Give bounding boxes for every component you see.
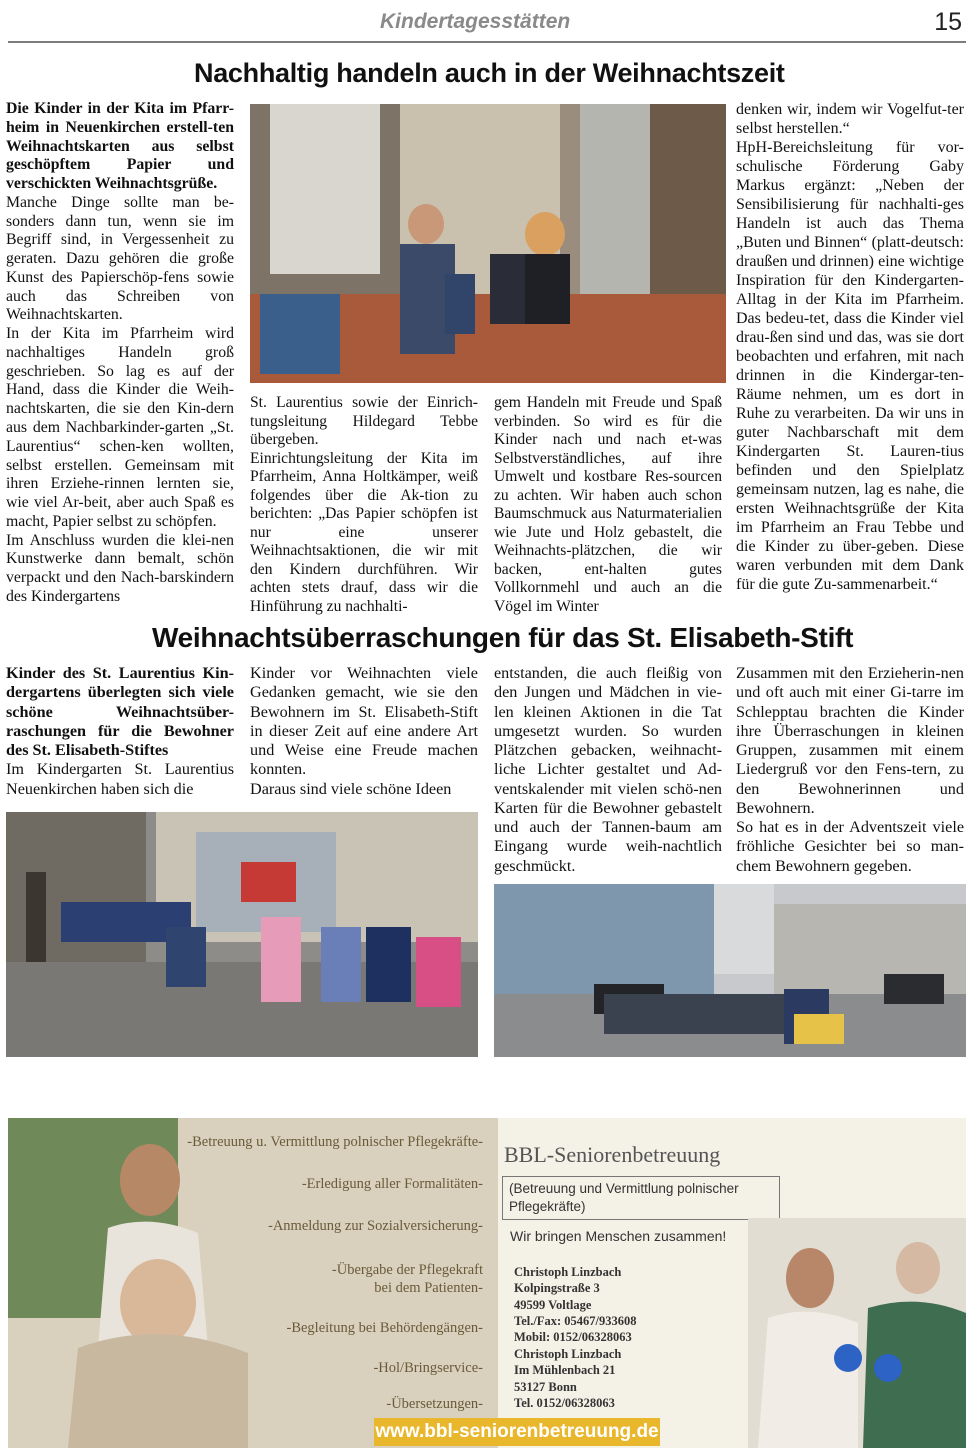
ad-contact-line: Tel. 0152/06328063 [514,1395,615,1410]
article2-paragraph: Zusammen mit den Erzieherin-nen und oft auch mit einer Gi-tarre im Schlepptau brachten die Kinder ihre Überraschungen in kleinen Gruppen, zusammen mit einem Liedergruß vor den Fens-tern, zu den Bewohnerinnen und Bewohnern. [736,664,964,817]
article1-headline: Nachhaltig handeln auch in der Weihnachtszeit [194,58,785,88]
header-divider [8,41,966,43]
article2-paragraph: entstanden, die auch fleißig von den Jungen und Mädchen in vie-len kleinen Aktionen in die Tat umgesetzt wurden. So wurden Plätzchen gebacken, weihnacht-liche Lichter gestaltet und Ad-ventskalender mit vielen schö-nen Karten für die Bewohner gebastelt und auch der Tannen-baum am Eingang wurde weih-nachtlich geschmückt. [494,664,722,875]
article2-column-4 [736,664,964,876]
article1-lead: Die Kinder in der Kita im Pfarr-heim in Neuenkirchen erstell-ten Weihnachtskarten aus selbst geschöpftem Papier und verschickten Weihnachtsgrüße. [6,100,234,193]
ad-contact-line: Kolpingstraße 3 [514,1281,600,1296]
photo-children-courtyard [494,884,966,1057]
photo-kita-entrance-illustration [250,104,726,383]
photo-children-line-illustration [6,812,478,1057]
ad-contact-voltlage [514,1264,636,1345]
article2-paragraph: So hat es in der Adventszeit viele fröhliche Gesichter bei so man-chem Bewohnern gegeben. [736,818,964,875]
ad-contact-line: Christoph Linzbach [514,1347,622,1361]
section-title: Kindertagesstätten [380,10,571,33]
photo-kita-entrance [250,104,726,383]
article2-paragraph: Im Kindergarten St. Laurentius Neuenkirchen haben sich die [6,760,234,798]
ad-service-item: -Begleitung bei Behördengängen- [286,1320,483,1336]
article1-column-1 [6,100,234,607]
ad-service-item: -Übersetzungen- [386,1396,483,1412]
ad-contact-line: Mobil: 0152/06328063 [514,1330,632,1345]
article1-column-3 [494,394,722,616]
article1-paragraph: Manche Dinge sollte man be-sonders dann tun, wenn sie im Begriff sind, in Vergessenheit zu geraten. Dazu gehören die große Kunst des Papierschöp-fens sowie auch das Schreiben von Weihnachtskarten. [6,193,234,324]
ad-therapy-photo [748,1218,966,1448]
article2-headline: Weihnachtsüberraschungen für das St. Elisabeth-Stift [152,622,854,653]
ad-tagline: (Betreuung und Vermittlung polnischer Pflegekräfte) [502,1176,780,1220]
ad-service-item: -Erledigung aller Formalitäten- [301,1176,483,1192]
ad-service-item: -Betreuung u. Vermittlung polnischer Pflegekräfte- [187,1134,483,1150]
ad-contact-line: Christoph Linzbach [514,1265,622,1279]
article1-column-2 [250,394,478,616]
ad-contact-line: Tel./Fax: 05467/933608 [514,1313,637,1328]
article1-paragraph: gem Handeln mit Freude und Spaß verbinden. So wird es für die Kinder nach und nach et-was Selbstverständliches, auf ihre Umwelt und kostbare Res-sourcen zu achten. Wir haben auch schon Baumschmuck aus Naturmaterialien wie Jute und Holz gebastelt, die Weihnachts-plätzchen, die wir backen, ent-halten gutes Vollkornmehl und auch an die Vögel im Winter [494,394,722,615]
article2-paragraph: Daraus sind viele schöne Ideen [250,779,452,798]
page-number: 15 [934,8,962,36]
article1-paragraph: In der Kita im Pfarrheim wird nachhaltiges Handeln groß geschrieben. So lag es auf der Hand, dass die Kinder die Weih-nachtskarten, die sie den Kin-dern aus dem Nachbarkinder-garten „St. Laurentius“ schen-ken wollten, selbst erstellen. Gemeinsam mit ihren Erziehe-rinnen lernten sie, wie viel Ar-beit, aber auch Spaß es macht, Papier selbst zu schöpfen. [6,325,234,530]
photo-children-line [6,812,478,1057]
article2-column-3 [494,664,722,876]
ad-brand-name: BBL-Seniorenbetreuung [504,1142,721,1167]
photo-children-courtyard-illustration [494,884,966,1057]
ad-contact-line: Im Mühlenbach 21 [514,1363,616,1378]
ad-service-item: bei dem Patienten- [374,1280,483,1296]
article2-lead: Kinder des St. Laurentius Kin-dergartens überlegten sich viele schöne Weihnachtsüber-raschungen für die Bewohner des St. Elisabeth-Stiftes [6,664,234,759]
article2-column-1 [6,664,234,799]
ad-service-item: -Übergabe der Pflegekraft [331,1262,483,1278]
article1-paragraph: denken wir, indem wir Vogelfut-ter selbst herstellen.“ [736,101,964,138]
ad-website-link[interactable]: www.bbl-seniorenbetreuung.de [374,1418,660,1446]
article2-paragraph: Kinder vor Weihnachten viele Gedanken gemacht, wie sie den Bewohnern im St. Elisabeth-Stift in dieser Zeit auf eine andere Art und Weise eine Freude machen konnten. [250,664,478,779]
ad-contact-line: 53127 Bonn [514,1379,577,1394]
article1-paragraph: Einrichtungsleitung der Kita im Pfarrheim, Anna Holtkämper, weiß folgendes über die Ak-tion zu berichten: „Das Papier schöpfen ist nur eine unserer Weihnachtsaktionen, die wir mit den Kindern durchführen. Wir achten stets drauf, dass wir die Hinführung zu nachhalti- [250,449,478,615]
article1-paragraph: HpH-Bereichsleitung für vor-schulische Förderung Gaby Markus ergänzt: „Neben der Sensibilisierung für nachhalti-ges Handeln ist auch das Thema „Buten und Binnen“ (platt-deutsch: draußen und drinnen) eine wichtige Inspiration für den Kindergarten-Alltag in der Kita im Pfarrheim. Das bedeu-tet, dass die Kinder viel drau-ßen sind und das, was sie dort beobachten und erfahren, mit nach drinnen in die Kindergar-ten-Räume nehmen, um es dort in Ruhe zu verarbeiten. Da wir uns in guter Nachbarschaft mit dem Kindergarten St. Lauren-tius befinden und den Spielplatz gemeinsam nutzen, lag es nahe, die ersten Weihnachtsgrüße der Kita im Pfarrheim an Frau Tebbe und die Kinder zu über-geben. Diese waren verbunden mit dem Dank für die gute Zu-sammenarbeit.“ [736,139,964,594]
ad-slogan: Wir bringen Menschen zusammen! [510,1228,727,1244]
ad-contact-line: 49599 Voltlage [514,1297,592,1312]
article1-paragraph: St. Laurentius sowie der Einrich-tungsleitung Hildegard Tebbe übergeben. [250,394,478,449]
article2-column-2 [250,664,478,799]
article1-paragraph: Im Anschluss wurden die klei-nen Kunstwerke dann bemalt, schön verpackt und den Nach-barskindern des Kindergartens [6,531,234,605]
article1-column-4 [736,100,964,594]
ad-contact-bonn [514,1346,621,1411]
ad-service-item: -Anmeldung zur Sozialversicherung- [267,1218,483,1234]
advertisement [8,1118,966,1448]
ad-service-item: -Hol/Bringservice- [373,1360,483,1376]
